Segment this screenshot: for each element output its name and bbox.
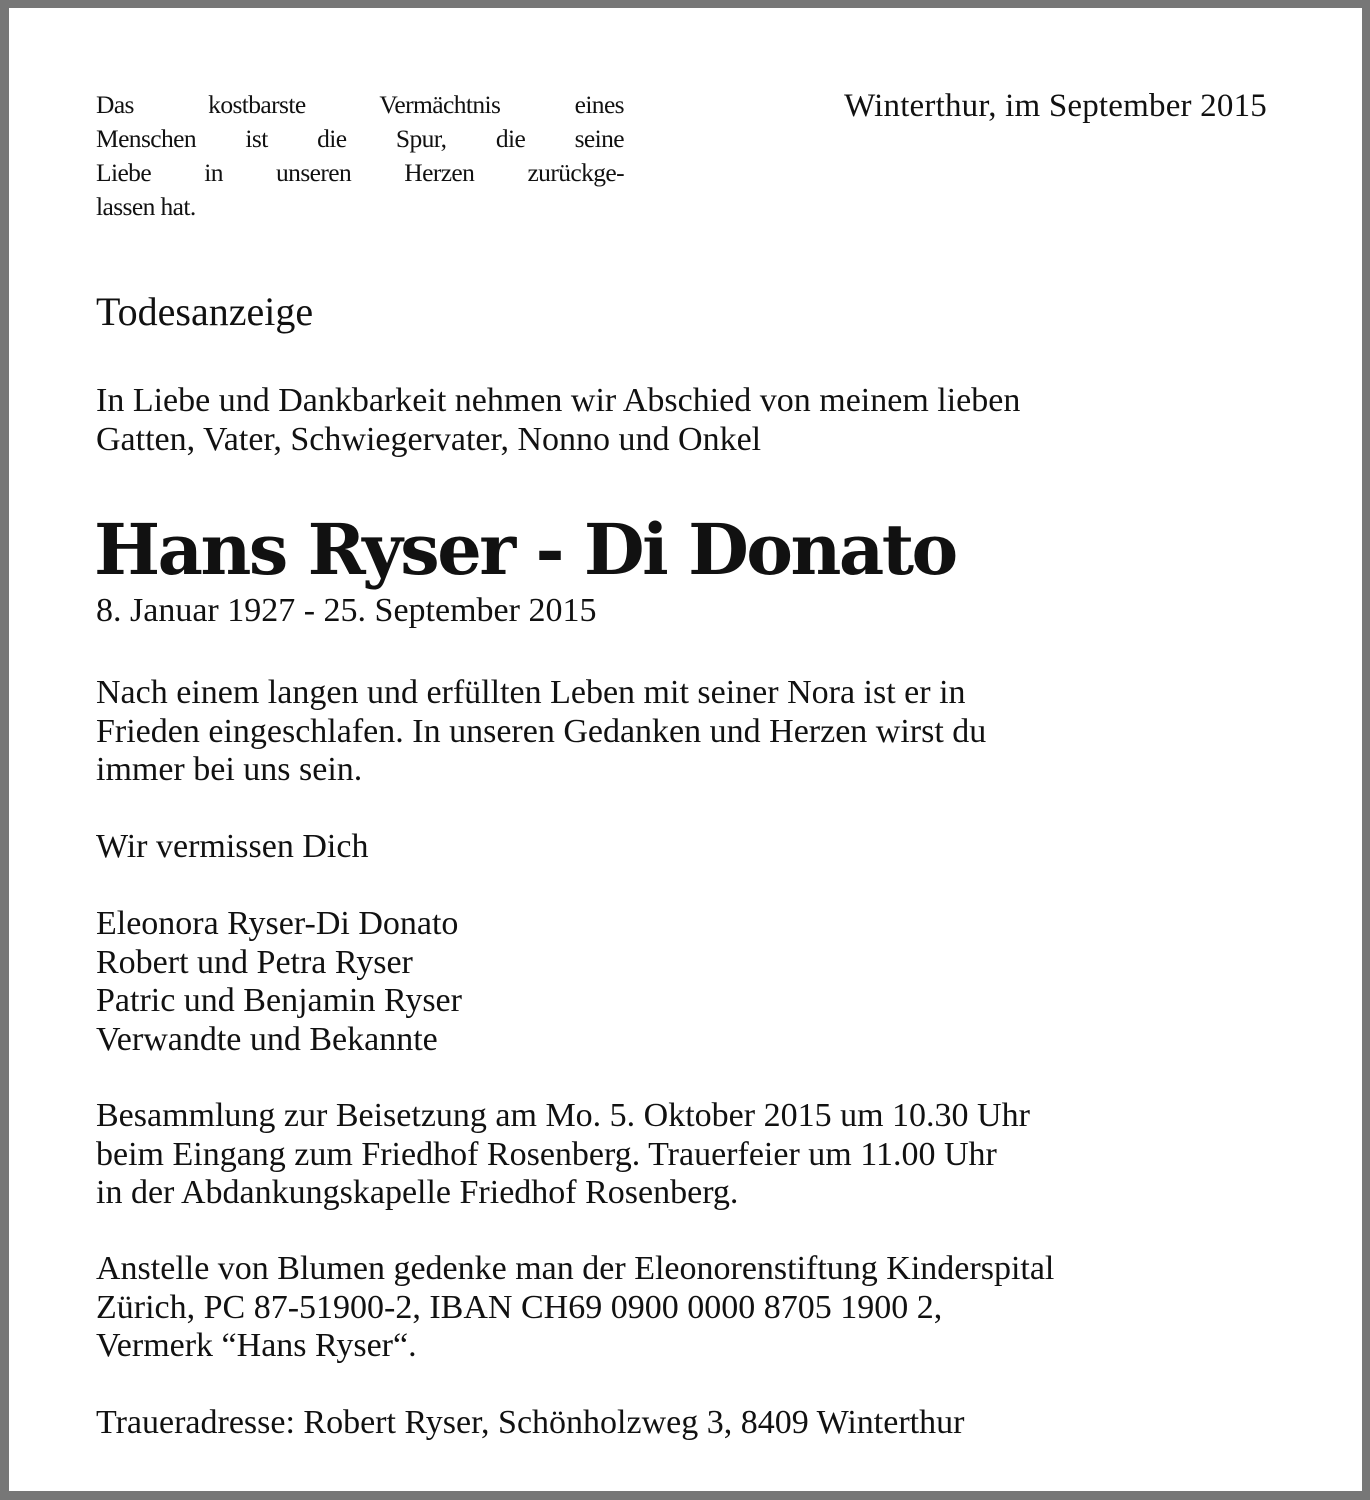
mourning-address	[96, 1404, 964, 1443]
obituary-heading: Todesanzeige	[96, 289, 314, 334]
donation-line: Anstelle von Blumen gedenke man der Eleonorenstiftung Kinderspital	[96, 1250, 1055, 1287]
ceremony-text	[96, 1097, 1030, 1213]
motto-quote	[96, 88, 624, 224]
donation-line: Vermerk “Hans Ryser“.	[96, 1327, 417, 1364]
ceremony-line: Besammlung zur Beisetzung am Mo. 5. Oktober 2015 um 10.30 Uhr	[96, 1097, 1030, 1134]
place-date: Winterthur, im September 2015	[844, 88, 1267, 124]
intro-text	[96, 382, 1020, 459]
message-line: Frieden eingeschlafen. In unseren Gedanken und Herzen wirst du	[96, 712, 987, 750]
mourner-item: Verwandte und Bekannte	[96, 1020, 438, 1058]
farewell-line: Wir vermissen Dich	[96, 828, 369, 865]
motto-line: Menschen ist die Spur, die seine	[96, 124, 624, 153]
message-line: immer bei uns sein.	[96, 751, 363, 788]
mourner-item: Eleonora Ryser-Di Donato	[96, 905, 459, 942]
farewell-text	[96, 828, 368, 867]
donation-text	[96, 1250, 1054, 1366]
mourners-list	[96, 905, 462, 1059]
deceased-name: Hans Ryser - Di Donato	[94, 508, 956, 591]
address-line: Traueradresse: Robert Ryser, Schönholzweg 3, 8409 Winterthur	[96, 1404, 965, 1441]
intro-line: In Liebe und Dankbarkeit nehmen wir Abschied von meinem lieben	[96, 382, 1021, 419]
mourner-item: Patric und Benjamin Ryser	[96, 982, 462, 1019]
motto-line: Liebe in unseren Herzen zurückge-	[96, 158, 624, 187]
donation-line: Zürich, PC 87-51900-2, IBAN CH69 0900 0000 8705 1900 2,	[96, 1288, 943, 1326]
ceremony-line: beim Eingang zum Friedhof Rosenberg. Trauerfeier um 11.00 Uhr	[96, 1135, 997, 1173]
mourner-item: Robert und Petra Ryser	[96, 943, 413, 981]
message-line: Nach einem langen und erfüllten Leben mit seiner Nora ist er in	[96, 674, 966, 711]
life-dates-text: 8. Januar 1927 - 25. September 2015	[96, 592, 597, 629]
ceremony-line: in der Abdankungskapelle Friedhof Rosenberg.	[96, 1174, 739, 1211]
life-dates	[96, 592, 596, 631]
motto-line: Das kostbarste Vermächtnis eines	[96, 90, 624, 119]
motto-line: lassen hat.	[96, 192, 196, 221]
intro-line: Gatten, Vater, Schwiegervater, Nonno und Onkel	[96, 420, 762, 458]
obituary-page	[9, 8, 1362, 1491]
message-text	[96, 674, 986, 790]
